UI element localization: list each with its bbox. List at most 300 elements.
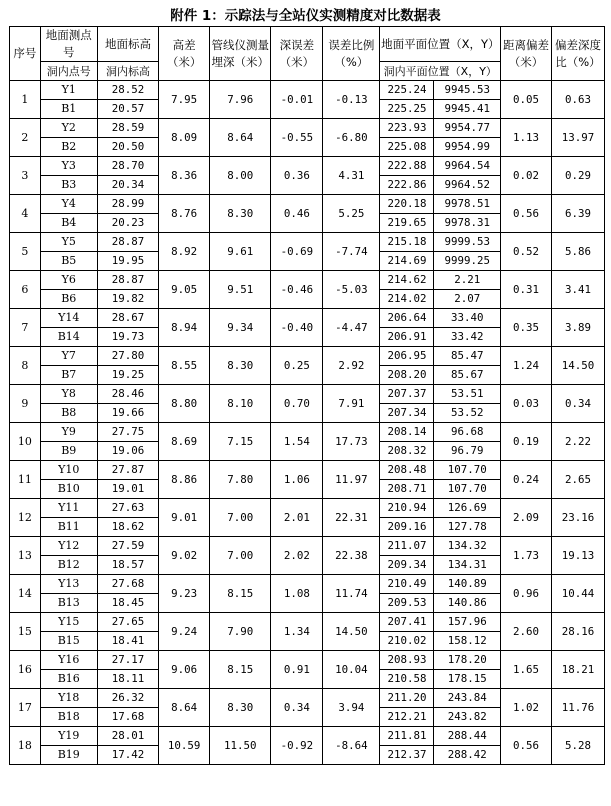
depth-error-cell: -0.55 bbox=[271, 119, 323, 157]
ground-point-cell: Y16 bbox=[40, 651, 97, 670]
distance-deviation-cell: 0.02 bbox=[501, 157, 552, 195]
deviation-depth-ratio-cell: 13.97 bbox=[551, 119, 604, 157]
tunnel-point-cell: B13 bbox=[40, 594, 97, 613]
deviation-depth-ratio-cell: 19.13 bbox=[551, 537, 604, 575]
tunnel-elevation-cell: 19.95 bbox=[97, 252, 158, 271]
header-height-diff: 高差（米） bbox=[159, 27, 210, 81]
tunnel-x-cell: 209.16 bbox=[380, 518, 434, 537]
tunnel-x-cell: 222.86 bbox=[380, 176, 434, 195]
tunnel-elevation-cell: 20.50 bbox=[97, 138, 158, 157]
ground-elevation-cell: 27.17 bbox=[97, 651, 158, 670]
seq-cell: 7 bbox=[10, 309, 41, 347]
height-diff-cell: 8.92 bbox=[159, 233, 210, 271]
ground-elevation-cell: 28.99 bbox=[97, 195, 158, 214]
ground-point-cell: Y11 bbox=[40, 499, 97, 518]
tunnel-x-cell: 207.34 bbox=[380, 404, 434, 423]
tunnel-y-cell: 9999.25 bbox=[434, 252, 501, 271]
ground-y-cell: 9999.53 bbox=[434, 233, 501, 252]
distance-deviation-cell: 0.03 bbox=[501, 385, 552, 423]
height-diff-cell: 8.80 bbox=[159, 385, 210, 423]
ground-x-cell: 208.48 bbox=[380, 461, 434, 480]
deviation-depth-ratio-cell: 6.39 bbox=[551, 195, 604, 233]
ground-elevation-cell: 27.87 bbox=[97, 461, 158, 480]
seq-cell: 5 bbox=[10, 233, 41, 271]
height-diff-cell: 8.55 bbox=[159, 347, 210, 385]
deviation-depth-ratio-cell: 2.65 bbox=[551, 461, 604, 499]
tunnel-y-cell: 2.07 bbox=[434, 290, 501, 309]
tunnel-point-cell: B8 bbox=[40, 404, 97, 423]
height-diff-cell: 9.01 bbox=[159, 499, 210, 537]
ground-x-cell: 220.18 bbox=[380, 195, 434, 214]
tunnel-y-cell: 158.12 bbox=[434, 632, 501, 651]
tunnel-point-cell: B1 bbox=[40, 100, 97, 119]
distance-deviation-cell: 0.31 bbox=[501, 271, 552, 309]
tunnel-elevation-cell: 19.73 bbox=[97, 328, 158, 347]
table-row bbox=[10, 423, 605, 442]
distance-deviation-cell: 1.02 bbox=[501, 689, 552, 727]
ground-elevation-cell: 26.32 bbox=[97, 689, 158, 708]
deviation-depth-ratio-cell: 2.22 bbox=[551, 423, 604, 461]
ground-y-cell: 9964.54 bbox=[434, 157, 501, 176]
ground-x-cell: 210.94 bbox=[380, 499, 434, 518]
deviation-depth-ratio-cell: 0.29 bbox=[551, 157, 604, 195]
header-error-ratio: 误差比例（%） bbox=[323, 27, 380, 81]
table-row bbox=[10, 689, 605, 708]
deviation-depth-ratio-cell: 28.16 bbox=[551, 613, 604, 651]
ground-x-cell: 207.37 bbox=[380, 385, 434, 404]
table-row bbox=[10, 651, 605, 670]
burial-depth-cell: 9.61 bbox=[210, 233, 271, 271]
tunnel-x-cell: 225.08 bbox=[380, 138, 434, 157]
table-row bbox=[10, 613, 605, 632]
table-row bbox=[10, 81, 605, 100]
ground-x-cell: 208.93 bbox=[380, 651, 434, 670]
depth-error-cell: -0.01 bbox=[271, 81, 323, 119]
tunnel-elevation-cell: 20.57 bbox=[97, 100, 158, 119]
ground-x-cell: 223.93 bbox=[380, 119, 434, 138]
ground-point-cell: Y13 bbox=[40, 575, 97, 594]
burial-depth-cell: 8.15 bbox=[210, 575, 271, 613]
burial-depth-cell: 7.96 bbox=[210, 81, 271, 119]
burial-depth-cell: 11.50 bbox=[210, 727, 271, 765]
tunnel-point-cell: B19 bbox=[40, 746, 97, 765]
height-diff-cell: 9.05 bbox=[159, 271, 210, 309]
tunnel-y-cell: 9964.52 bbox=[434, 176, 501, 195]
header-tunnel-elevation: 洞内标高 bbox=[97, 62, 158, 81]
ground-y-cell: 85.47 bbox=[434, 347, 501, 366]
tunnel-elevation-cell: 20.23 bbox=[97, 214, 158, 233]
distance-deviation-cell: 2.60 bbox=[501, 613, 552, 651]
ground-point-cell: Y10 bbox=[40, 461, 97, 480]
table-row bbox=[10, 499, 605, 518]
ground-y-cell: 134.32 bbox=[434, 537, 501, 556]
tunnel-y-cell: 288.42 bbox=[434, 746, 501, 765]
tunnel-x-cell: 206.91 bbox=[380, 328, 434, 347]
ground-x-cell: 211.81 bbox=[380, 727, 434, 746]
tunnel-point-cell: B2 bbox=[40, 138, 97, 157]
error-ratio-cell: 10.04 bbox=[323, 651, 380, 689]
deviation-depth-ratio-cell: 18.21 bbox=[551, 651, 604, 689]
error-ratio-cell: 22.38 bbox=[323, 537, 380, 575]
ground-x-cell: 207.41 bbox=[380, 613, 434, 632]
ground-x-cell: 215.18 bbox=[380, 233, 434, 252]
tunnel-elevation-cell: 18.62 bbox=[97, 518, 158, 537]
distance-deviation-cell: 0.56 bbox=[501, 195, 552, 233]
tunnel-elevation-cell: 19.25 bbox=[97, 366, 158, 385]
tunnel-point-cell: B4 bbox=[40, 214, 97, 233]
depth-error-cell: 1.08 bbox=[271, 575, 323, 613]
depth-error-cell: -0.92 bbox=[271, 727, 323, 765]
deviation-depth-ratio-cell: 5.86 bbox=[551, 233, 604, 271]
tunnel-x-cell: 225.25 bbox=[380, 100, 434, 119]
ground-point-cell: Y2 bbox=[40, 119, 97, 138]
tunnel-x-cell: 214.02 bbox=[380, 290, 434, 309]
distance-deviation-cell: 0.24 bbox=[501, 461, 552, 499]
tunnel-elevation-cell: 17.68 bbox=[97, 708, 158, 727]
ground-point-cell: Y8 bbox=[40, 385, 97, 404]
depth-error-cell: -0.46 bbox=[271, 271, 323, 309]
tunnel-x-cell: 212.37 bbox=[380, 746, 434, 765]
ground-point-cell: Y7 bbox=[40, 347, 97, 366]
ground-elevation-cell: 28.67 bbox=[97, 309, 158, 328]
ground-x-cell: 211.07 bbox=[380, 537, 434, 556]
ground-y-cell: 126.69 bbox=[434, 499, 501, 518]
burial-depth-cell: 7.15 bbox=[210, 423, 271, 461]
ground-y-cell: 288.44 bbox=[434, 727, 501, 746]
tunnel-point-cell: B10 bbox=[40, 480, 97, 499]
height-diff-cell: 7.95 bbox=[159, 81, 210, 119]
header-ground-point: 地面测点号 bbox=[40, 27, 97, 62]
seq-cell: 17 bbox=[10, 689, 41, 727]
tunnel-point-cell: B6 bbox=[40, 290, 97, 309]
header-ground-position: 地面平面位置（X，Y） bbox=[380, 27, 501, 62]
tunnel-elevation-cell: 19.01 bbox=[97, 480, 158, 499]
error-ratio-cell: 5.25 bbox=[323, 195, 380, 233]
tunnel-point-cell: B3 bbox=[40, 176, 97, 195]
tunnel-y-cell: 243.82 bbox=[434, 708, 501, 727]
ground-point-cell: Y15 bbox=[40, 613, 97, 632]
ground-y-cell: 9978.51 bbox=[434, 195, 501, 214]
burial-depth-cell: 8.30 bbox=[210, 689, 271, 727]
tunnel-elevation-cell: 17.42 bbox=[97, 746, 158, 765]
tunnel-x-cell: 208.20 bbox=[380, 366, 434, 385]
height-diff-cell: 9.23 bbox=[159, 575, 210, 613]
table-row bbox=[10, 727, 605, 746]
depth-error-cell: 1.34 bbox=[271, 613, 323, 651]
ground-point-cell: Y4 bbox=[40, 195, 97, 214]
depth-error-cell: 0.34 bbox=[271, 689, 323, 727]
tunnel-point-cell: B15 bbox=[40, 632, 97, 651]
seq-cell: 3 bbox=[10, 157, 41, 195]
error-ratio-cell: 7.91 bbox=[323, 385, 380, 423]
tunnel-elevation-cell: 18.57 bbox=[97, 556, 158, 575]
distance-deviation-cell: 0.19 bbox=[501, 423, 552, 461]
tunnel-elevation-cell: 19.82 bbox=[97, 290, 158, 309]
burial-depth-cell: 7.90 bbox=[210, 613, 271, 651]
table-row bbox=[10, 461, 605, 480]
tunnel-point-cell: B14 bbox=[40, 328, 97, 347]
header-tunnel-position: 洞内平面位置（X，Y） bbox=[380, 62, 501, 81]
seq-cell: 6 bbox=[10, 271, 41, 309]
ground-x-cell: 206.64 bbox=[380, 309, 434, 328]
height-diff-cell: 9.24 bbox=[159, 613, 210, 651]
table-row bbox=[10, 157, 605, 176]
burial-depth-cell: 8.15 bbox=[210, 651, 271, 689]
tunnel-x-cell: 209.53 bbox=[380, 594, 434, 613]
table-row bbox=[10, 195, 605, 214]
ground-y-cell: 33.40 bbox=[434, 309, 501, 328]
tunnel-x-cell: 219.65 bbox=[380, 214, 434, 233]
depth-error-cell: 2.01 bbox=[271, 499, 323, 537]
deviation-depth-ratio-cell: 11.76 bbox=[551, 689, 604, 727]
header-tunnel-point: 洞内点号 bbox=[40, 62, 97, 81]
ground-y-cell: 178.20 bbox=[434, 651, 501, 670]
error-ratio-cell: -6.80 bbox=[323, 119, 380, 157]
error-ratio-cell: -4.47 bbox=[323, 309, 380, 347]
tunnel-x-cell: 208.32 bbox=[380, 442, 434, 461]
burial-depth-cell: 7.00 bbox=[210, 537, 271, 575]
depth-error-cell: 2.02 bbox=[271, 537, 323, 575]
ground-y-cell: 2.21 bbox=[434, 271, 501, 290]
error-ratio-cell: -8.64 bbox=[323, 727, 380, 765]
ground-point-cell: Y18 bbox=[40, 689, 97, 708]
tunnel-point-cell: B12 bbox=[40, 556, 97, 575]
ground-y-cell: 107.70 bbox=[434, 461, 501, 480]
table-row bbox=[10, 347, 605, 366]
ground-elevation-cell: 27.75 bbox=[97, 423, 158, 442]
tunnel-elevation-cell: 19.66 bbox=[97, 404, 158, 423]
distance-deviation-cell: 1.73 bbox=[501, 537, 552, 575]
ground-elevation-cell: 28.70 bbox=[97, 157, 158, 176]
distance-deviation-cell: 0.56 bbox=[501, 727, 552, 765]
seq-cell: 12 bbox=[10, 499, 41, 537]
tunnel-y-cell: 140.86 bbox=[434, 594, 501, 613]
distance-deviation-cell: 0.35 bbox=[501, 309, 552, 347]
tunnel-y-cell: 9978.31 bbox=[434, 214, 501, 233]
ground-y-cell: 243.84 bbox=[434, 689, 501, 708]
tunnel-elevation-cell: 19.06 bbox=[97, 442, 158, 461]
height-diff-cell: 8.36 bbox=[159, 157, 210, 195]
seq-cell: 13 bbox=[10, 537, 41, 575]
depth-error-cell: -0.69 bbox=[271, 233, 323, 271]
distance-deviation-cell: 0.05 bbox=[501, 81, 552, 119]
burial-depth-cell: 7.80 bbox=[210, 461, 271, 499]
tunnel-elevation-cell: 18.41 bbox=[97, 632, 158, 651]
depth-error-cell: 1.54 bbox=[271, 423, 323, 461]
seq-cell: 1 bbox=[10, 81, 41, 119]
burial-depth-cell: 8.00 bbox=[210, 157, 271, 195]
depth-error-cell: 0.25 bbox=[271, 347, 323, 385]
tunnel-y-cell: 53.52 bbox=[434, 404, 501, 423]
ground-point-cell: Y9 bbox=[40, 423, 97, 442]
deviation-depth-ratio-cell: 3.41 bbox=[551, 271, 604, 309]
error-ratio-cell: 2.92 bbox=[323, 347, 380, 385]
height-diff-cell: 8.69 bbox=[159, 423, 210, 461]
ground-x-cell: 222.88 bbox=[380, 157, 434, 176]
ground-elevation-cell: 28.87 bbox=[97, 271, 158, 290]
ground-point-cell: Y5 bbox=[40, 233, 97, 252]
distance-deviation-cell: 1.65 bbox=[501, 651, 552, 689]
seq-cell: 9 bbox=[10, 385, 41, 423]
error-ratio-cell: 3.94 bbox=[323, 689, 380, 727]
ground-x-cell: 214.62 bbox=[380, 271, 434, 290]
ground-point-cell: Y3 bbox=[40, 157, 97, 176]
depth-error-cell: 0.46 bbox=[271, 195, 323, 233]
distance-deviation-cell: 0.96 bbox=[501, 575, 552, 613]
ground-point-cell: Y12 bbox=[40, 537, 97, 556]
depth-error-cell: 0.91 bbox=[271, 651, 323, 689]
distance-deviation-cell: 1.13 bbox=[501, 119, 552, 157]
header-depth-error: 深误差（米） bbox=[271, 27, 323, 81]
height-diff-cell: 9.02 bbox=[159, 537, 210, 575]
table-row bbox=[10, 537, 605, 556]
error-ratio-cell: 11.97 bbox=[323, 461, 380, 499]
tunnel-x-cell: 212.21 bbox=[380, 708, 434, 727]
header-distance-deviation: 距离偏差（米） bbox=[501, 27, 552, 81]
tunnel-y-cell: 9954.99 bbox=[434, 138, 501, 157]
burial-depth-cell: 9.51 bbox=[210, 271, 271, 309]
tunnel-x-cell: 209.34 bbox=[380, 556, 434, 575]
ground-elevation-cell: 27.65 bbox=[97, 613, 158, 632]
ground-elevation-cell: 27.68 bbox=[97, 575, 158, 594]
tunnel-y-cell: 127.78 bbox=[434, 518, 501, 537]
seq-cell: 10 bbox=[10, 423, 41, 461]
table-row bbox=[10, 385, 605, 404]
error-ratio-cell: -7.74 bbox=[323, 233, 380, 271]
ground-point-cell: Y14 bbox=[40, 309, 97, 328]
tunnel-y-cell: 96.79 bbox=[434, 442, 501, 461]
tunnel-point-cell: B5 bbox=[40, 252, 97, 271]
document-title: 附件 1：示踪法与全站仪实测精度对比数据表 bbox=[170, 8, 441, 24]
height-diff-cell: 8.76 bbox=[159, 195, 210, 233]
distance-deviation-cell: 0.52 bbox=[501, 233, 552, 271]
height-diff-cell: 8.86 bbox=[159, 461, 210, 499]
burial-depth-cell: 8.10 bbox=[210, 385, 271, 423]
ground-elevation-cell: 27.63 bbox=[97, 499, 158, 518]
error-ratio-cell: 17.73 bbox=[323, 423, 380, 461]
tunnel-y-cell: 9945.41 bbox=[434, 100, 501, 119]
height-diff-cell: 10.59 bbox=[159, 727, 210, 765]
seq-cell: 11 bbox=[10, 461, 41, 499]
ground-elevation-cell: 28.01 bbox=[97, 727, 158, 746]
deviation-depth-ratio-cell: 5.28 bbox=[551, 727, 604, 765]
table-row bbox=[10, 271, 605, 290]
seq-cell: 18 bbox=[10, 727, 41, 765]
error-ratio-cell: 4.31 bbox=[323, 157, 380, 195]
tunnel-point-cell: B9 bbox=[40, 442, 97, 461]
error-ratio-cell: 14.50 bbox=[323, 613, 380, 651]
tunnel-y-cell: 178.15 bbox=[434, 670, 501, 689]
error-ratio-cell: 22.31 bbox=[323, 499, 380, 537]
ground-x-cell: 225.24 bbox=[380, 81, 434, 100]
ground-elevation-cell: 28.87 bbox=[97, 233, 158, 252]
table-body bbox=[10, 81, 605, 765]
tunnel-point-cell: B7 bbox=[40, 366, 97, 385]
tunnel-point-cell: B11 bbox=[40, 518, 97, 537]
burial-depth-cell: 7.00 bbox=[210, 499, 271, 537]
tunnel-y-cell: 85.67 bbox=[434, 366, 501, 385]
tunnel-x-cell: 210.58 bbox=[380, 670, 434, 689]
ground-y-cell: 140.89 bbox=[434, 575, 501, 594]
error-ratio-cell: 11.74 bbox=[323, 575, 380, 613]
depth-error-cell: 1.06 bbox=[271, 461, 323, 499]
seq-cell: 2 bbox=[10, 119, 41, 157]
tunnel-point-cell: B16 bbox=[40, 670, 97, 689]
ground-x-cell: 211.20 bbox=[380, 689, 434, 708]
error-ratio-cell: -0.13 bbox=[323, 81, 380, 119]
height-diff-cell: 9.06 bbox=[159, 651, 210, 689]
ground-x-cell: 210.49 bbox=[380, 575, 434, 594]
height-diff-cell: 8.64 bbox=[159, 689, 210, 727]
deviation-depth-ratio-cell: 3.89 bbox=[551, 309, 604, 347]
seq-cell: 4 bbox=[10, 195, 41, 233]
tunnel-y-cell: 134.31 bbox=[434, 556, 501, 575]
ground-y-cell: 53.51 bbox=[434, 385, 501, 404]
deviation-depth-ratio-cell: 23.16 bbox=[551, 499, 604, 537]
seq-cell: 14 bbox=[10, 575, 41, 613]
seq-cell: 8 bbox=[10, 347, 41, 385]
tunnel-x-cell: 210.02 bbox=[380, 632, 434, 651]
burial-depth-cell: 8.30 bbox=[210, 347, 271, 385]
ground-point-cell: Y6 bbox=[40, 271, 97, 290]
error-ratio-cell: -5.03 bbox=[323, 271, 380, 309]
ground-elevation-cell: 28.52 bbox=[97, 81, 158, 100]
ground-elevation-cell: 28.59 bbox=[97, 119, 158, 138]
ground-elevation-cell: 28.46 bbox=[97, 385, 158, 404]
ground-y-cell: 157.96 bbox=[434, 613, 501, 632]
table-row bbox=[10, 233, 605, 252]
header-seq: 序号 bbox=[10, 27, 41, 81]
depth-error-cell: -0.40 bbox=[271, 309, 323, 347]
table-header bbox=[10, 27, 605, 81]
burial-depth-cell: 8.30 bbox=[210, 195, 271, 233]
header-deviation-depth-ratio: 偏差深度比（%） bbox=[551, 27, 604, 81]
ground-point-cell: Y1 bbox=[40, 81, 97, 100]
ground-elevation-cell: 27.59 bbox=[97, 537, 158, 556]
deviation-depth-ratio-cell: 0.63 bbox=[551, 81, 604, 119]
ground-y-cell: 96.68 bbox=[434, 423, 501, 442]
seq-cell: 16 bbox=[10, 651, 41, 689]
height-diff-cell: 8.94 bbox=[159, 309, 210, 347]
tunnel-x-cell: 208.71 bbox=[380, 480, 434, 499]
comparison-table bbox=[9, 26, 605, 765]
burial-depth-cell: 8.64 bbox=[210, 119, 271, 157]
depth-error-cell: 0.36 bbox=[271, 157, 323, 195]
burial-depth-cell: 9.34 bbox=[210, 309, 271, 347]
distance-deviation-cell: 2.09 bbox=[501, 499, 552, 537]
tunnel-x-cell: 214.69 bbox=[380, 252, 434, 271]
ground-x-cell: 208.14 bbox=[380, 423, 434, 442]
header-burial-depth: 管线仪测量埋深（米） bbox=[210, 27, 271, 81]
header-ground-elevation: 地面标高 bbox=[97, 27, 158, 62]
deviation-depth-ratio-cell: 0.34 bbox=[551, 385, 604, 423]
deviation-depth-ratio-cell: 10.44 bbox=[551, 575, 604, 613]
tunnel-point-cell: B18 bbox=[40, 708, 97, 727]
seq-cell: 15 bbox=[10, 613, 41, 651]
ground-elevation-cell: 27.80 bbox=[97, 347, 158, 366]
ground-y-cell: 9954.77 bbox=[434, 119, 501, 138]
depth-error-cell: 0.70 bbox=[271, 385, 323, 423]
table-row bbox=[10, 575, 605, 594]
table-row bbox=[10, 309, 605, 328]
tunnel-y-cell: 107.70 bbox=[434, 480, 501, 499]
tunnel-elevation-cell: 18.11 bbox=[97, 670, 158, 689]
distance-deviation-cell: 1.24 bbox=[501, 347, 552, 385]
ground-point-cell: Y19 bbox=[40, 727, 97, 746]
table-row bbox=[10, 119, 605, 138]
height-diff-cell: 8.09 bbox=[159, 119, 210, 157]
deviation-depth-ratio-cell: 14.50 bbox=[551, 347, 604, 385]
